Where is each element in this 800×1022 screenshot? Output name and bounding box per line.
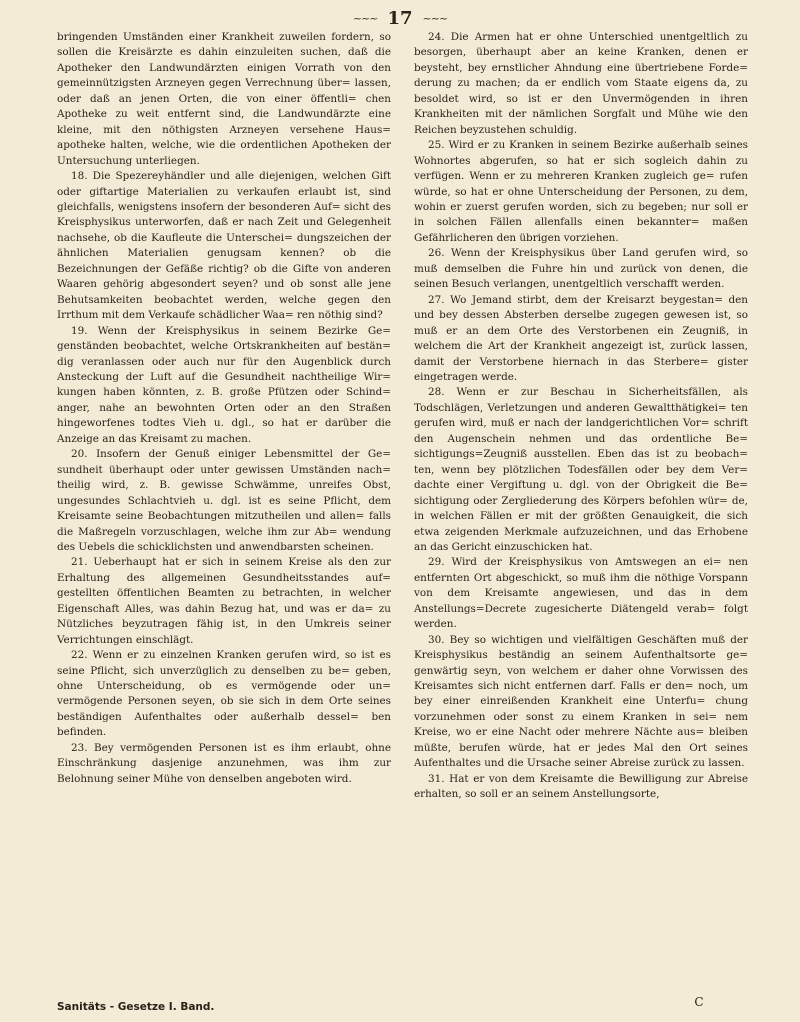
paragraph: 25. Wird er zu Kranken in seinem Bezirke außerhalb seines Wohnortes abgerufen, so hat er sich sogleich dahin zu verfügen. Wenn er zu mehreren Kranken zugleich ge= rufen würde, so hat er ohne Unterscheidung der Personen, zu dem, wohin er zuerst gerufen worden, sich zu begeben; nur soll er in solchen Fällen allenfalls einen bekannter= maßen Gefährlicheren den übrigen vorziehen. bbox=[414, 139, 748, 244]
right-column bbox=[414, 30, 748, 803]
paragraph: 21. Ueberhaupt hat er sich in seinem Kreise als den zur Erhaltung des allgemeinen Gesundheitsstandes auf= gestellten öffentlichen Beamten zu betrachten, in welcher Eigenschaft Alles, was dahin Bezug hat, und was er da= zu Nützliches beyzutragen fähig ist, in den Umkreis seiner Verrichtungen einschlägt. bbox=[57, 556, 391, 646]
paragraph: 31. Hat er von dem Kreisamte die Bewilligung zur Abreise erhalten, so soll er an seinem Anstellungsorte, bbox=[414, 772, 748, 801]
page-header bbox=[0, 6, 800, 30]
signature-mark: C bbox=[694, 995, 704, 1009]
page-number: 17 bbox=[387, 7, 413, 29]
paragraph: 22. Wenn er zu einzelnen Kranken gerufen wird, so ist es seine Pflicht, sich unverzüglich zu denselben zu be= geben, ohne Unterscheidung, ob es vermögende oder un= vermögende Personen seyen, ob sie sich in dem Orte seines beständigen Aufenthaltes oder außerhalb dessel= ben befinden. bbox=[57, 649, 391, 739]
paragraph: 29. Wird der Kreisphysikus von Amtswegen an ei= nen entfernten Ort abgeschickt, so muß ihm die nöthige Vorspann von dem Kreisamte angewiesen, und das in dem Anstellungs=Decrete zugesicherte Diätengeld verab= folgt werden. bbox=[414, 556, 748, 631]
paragraph: 18. Die Spezereyhändler und alle diejenigen, welchen Gift oder giftartige Materialien zu verkaufen erlaubt ist, sind gleichfalls, wenigstens insofern der besonderen Auf= sicht des Kreisphysikus unterworfen, daß er nach Zeit und Gelegenheit nachsehe, ob die Kaufleute die Unterschei= dungszeichen der ähnlichen Materialien genugsam kennen? ob die Bezeichnungen der Gefäße richtig? ob die Gifte von anderen Waaren gehörig abgesondert seyen? und ob sonst alle jene Behutsamkeiten beobachtet werden, welche gegen den Irrthum mit dem Verkaufe schädlicher Waa= ren nöthig sind? bbox=[57, 170, 391, 322]
paragraph: 28. Wenn er zur Beschau in Sicherheitsfällen, als Todschlägen, Verletzungen und anderen Gewaltthätigkei= ten gerufen wird, muß er nach der landgerichtlichen Vor= schrift den Augenschein nehmen und das ordentliche Be= sichtigungs=Zeugniß ausstellen. Eben das ist zu beobach= ten, wenn bey plötzlichen Todesfällen oder bey dem Ver= dachte einer Vergiftung u. dgl. von der Obrigkeit die Be= sichtigung oder Zergliederung des Körpers befohlen wür= de, in welchen Fällen er mit der größten Genauigkeit, die sich etwa zeigenden Merkmale aufzuzeichnen, und das Erhobene an das Gericht einzuschicken hat. bbox=[414, 386, 748, 553]
paragraph: 24. Die Armen hat er ohne Unterschied unentgeltlich zu besorgen, überhaupt aber an keine Kranken, denen er beysteht, bey ernstlicher Ahndung eine übertriebene Forde= derung zu machen; da er endlich vom Staate eigens da, zu besoldet wird, so ist er den Unvermögenden in ihren Krankheiten mit der nämlichen Sorgfalt und Mühe wie den Reichen beyzustehen schuldig. bbox=[414, 31, 748, 136]
paragraph: 26. Wenn der Kreisphysikus über Land gerufen wird, so muß demselben die Fuhre hin und zurück von denen, die seinen Besuch verlangen, unentgeltlich verschafft werden. bbox=[414, 247, 748, 291]
paragraph: 19. Wenn der Kreisphysikus in seinem Bezirke Ge= genständen beobachtet, welche Ortskrankheiten auf bestän= dig veranlassen oder auch nur für den Augenblick durch Ansteckung der Luft auf die Gesundheit nachtheilige Wir= kungen haben könnten, z. B. große Pfützen oder Schind= anger, nahe an bewohnten Orten oder an den Straßen hingeworfenes todtes Vieh u. dgl., so hat er darüber die Anzeige an das Kreisamt zu machen. bbox=[57, 324, 391, 445]
paragraph: 23. Bey vermögenden Personen ist es ihm erlaubt, ohne Einschränkung dasjenige anzunehmen, was ihm zur Belohnung seiner Mühe von denselben angeboten wird. bbox=[57, 741, 391, 785]
paragraph: 30. Bey so wichtigen und vielfältigen Geschäften muß der Kreisphysikus beständig an seinem Aufenthaltsorte ge= genwärtig seyn, von welchem er daher ohne Vorwissen des Kreisamtes sich nicht entfernen darf. Falls er den= noch, um bey einer einreißenden Krankheit eine Unterfu= chung vorzunehmen oder sonst zu einem Kranken in sei= nem Kreise, wo er eine Nacht oder mehrere Nächte aus= bleiben müßte, berufen würde, hat er jedes Mal den Ort seines Aufenthaltes und die Ursache seiner Abreise zurück zu lassen. bbox=[414, 633, 748, 770]
left-column bbox=[57, 30, 391, 787]
paragraph: bringenden Umständen einer Krankheit zuweilen fordern, so sollen die Kreisärzte es dahin einzuleiten suchen, daß die Apotheker den Landwundärzten einigen Vorrath von den gemeinnützigsten Arzneyen gegen Verrechnung über= lassen, oder daß an jenen Orten, die von einer öffentli= chen Apotheke zu weit entfernt sind, die Landwundärzte eine kleine, mit den nöthigsten Arzneyen versehene Haus= apotheke halten, welche, wie die ordentlichen Apotheken der Untersuchung unterliegen. bbox=[57, 31, 391, 167]
paragraph: 20. Insofern der Genuß einiger Lebensmittel der Ge= sundheit überhaupt oder unter gewissen Umständen nach= theilig wird, z. B. gewisse Schwämme, unreifes Obst, ungesundes Schlachtvieh u. dgl. ist es seine Pflicht, dem Kreisamte seine Beobachtungen mitzutheilen und allen= falls die Maßregeln vorzuschlagen, welche ihm zur Ab= wendung des Uebels die schicklichsten und anwendbarsten scheinen. bbox=[57, 448, 391, 553]
ornament-left: ~~~ bbox=[352, 11, 378, 25]
paragraph: 27. Wo Jemand stirbt, dem der Kreisarzt beygestan= den und bey dessen Absterben derselbe zugegen gewesen ist, so muß er an dem Orte des Verstorbenen ein Zeugniß, in welchem die Art der Krankheit angezeigt ist, zurück lassen, damit der Verstorbene hiernach in das Sterbere= gister eingetragen werde. bbox=[414, 293, 748, 383]
ornament-right: ~~~ bbox=[422, 11, 448, 25]
running-title: Sanitäts - Gesetze I. Band. bbox=[57, 1001, 215, 1013]
